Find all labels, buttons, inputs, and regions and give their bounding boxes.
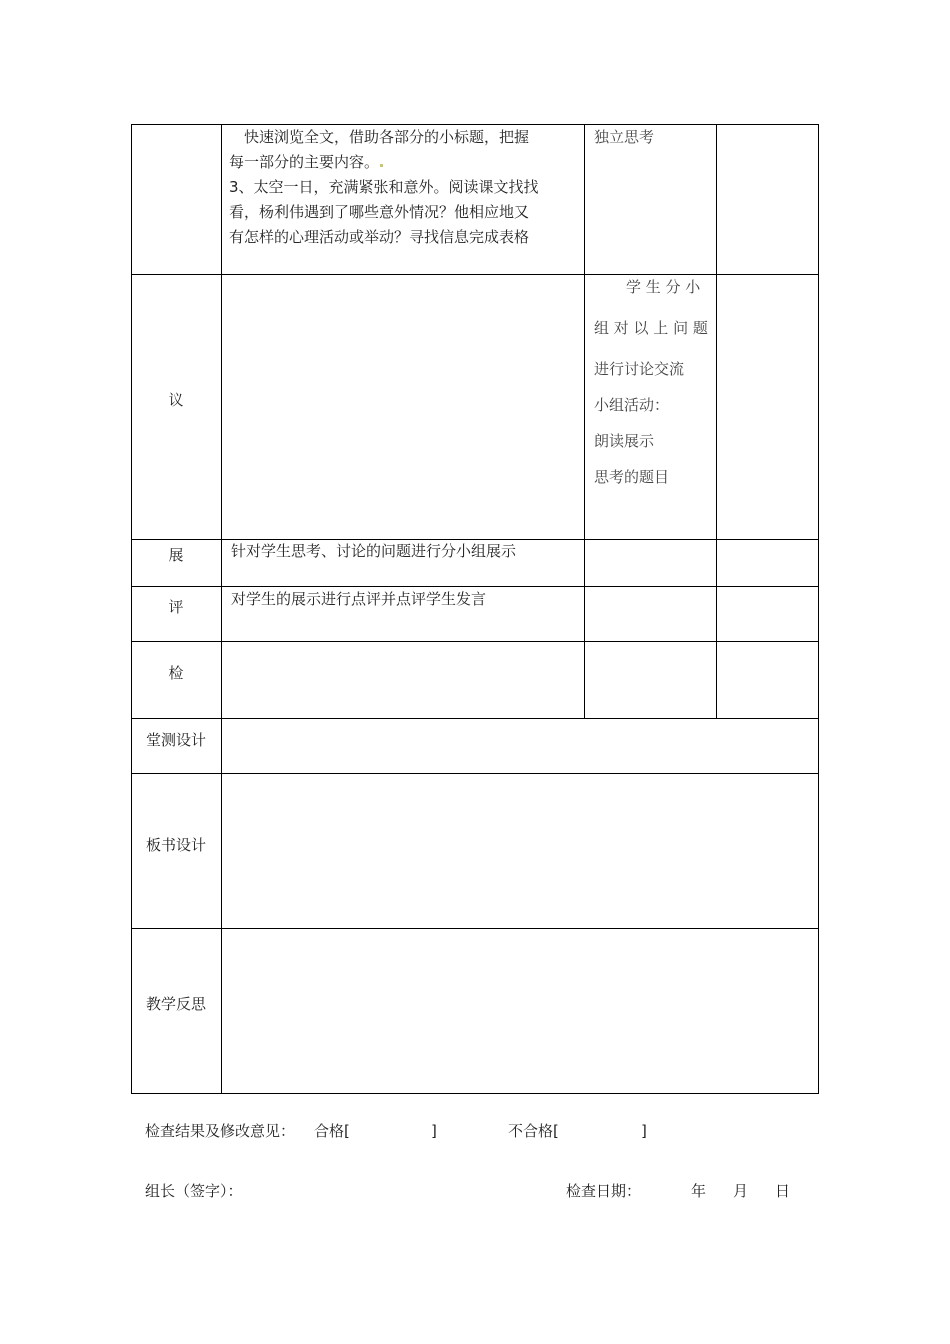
row-line <box>131 641 819 642</box>
reading-task-line: 每一部分的主要内容。 <box>229 150 581 175</box>
annotation-mark <box>380 164 383 167</box>
row-line <box>131 1093 819 1094</box>
row-line <box>131 539 819 540</box>
row-label-discuss: 议 <box>168 391 184 409</box>
show-content: 针对学生思考、讨论的问题进行分小组展示 <box>231 542 517 560</box>
pass-label: 合格[ <box>314 1122 350 1140</box>
comment-content: 对学生的展示进行点评并点评学生发言 <box>231 590 487 608</box>
column-divider-notes <box>716 124 717 718</box>
reading-task-text <box>229 125 581 250</box>
row-label-comment: 评 <box>168 598 184 616</box>
row-line <box>131 718 819 719</box>
row-label-show: 展 <box>168 546 184 564</box>
date-month-label: 月 <box>733 1182 749 1200</box>
row-line <box>131 586 819 587</box>
row-line <box>131 274 819 275</box>
column-divider-activity <box>584 124 585 718</box>
leader-signature-label: 组长（签字）： <box>145 1182 243 1200</box>
fail-label: 不合格[ <box>508 1122 559 1140</box>
discuss-activity-line: 进行讨论交流 <box>594 360 685 378</box>
discuss-activity-line: 朗读展示 <box>594 432 655 450</box>
reading-task-line: 看，杨利伟遇到了哪些意外情况？他相应地又 <box>229 203 530 221</box>
pass-bracket-close: ] <box>431 1122 437 1140</box>
date-day-label: 日 <box>775 1182 791 1200</box>
discuss-activity-line: 小组活动： <box>594 396 670 414</box>
check-result-label: 检查结果及修改意见： <box>145 1122 296 1140</box>
discuss-activity-line: 学 生 分 小 <box>626 278 701 296</box>
column-divider-label <box>221 124 222 1093</box>
discuss-activity-line: 思考的题目 <box>594 468 670 486</box>
row-label-test-design: 堂测设计 <box>145 731 206 749</box>
reading-task-line: 3、太空一日，充满紧张和意外。阅读课文找找 <box>229 178 539 196</box>
row-label-reflection: 教学反思 <box>145 995 206 1013</box>
row-label-check: 检 <box>168 664 184 682</box>
row-line <box>131 928 819 929</box>
reading-task-line: 快速浏览全文，借助各部分的小标题，把握 <box>229 128 530 146</box>
table-border-right <box>818 124 819 1093</box>
row-label-board-design: 板书设计 <box>145 836 206 854</box>
activity-independent-thinking: 独立思考 <box>594 128 655 146</box>
row-line <box>131 773 819 774</box>
discuss-activity-line: 组 对 以 上 问 题 <box>594 319 708 337</box>
check-date-label: 检查日期： <box>566 1182 642 1200</box>
reading-task-line: 有怎样的心理活动或举动？寻找信息完成表格 <box>229 228 530 246</box>
date-year-label: 年 <box>691 1182 707 1200</box>
fail-bracket-close: ] <box>641 1122 647 1140</box>
